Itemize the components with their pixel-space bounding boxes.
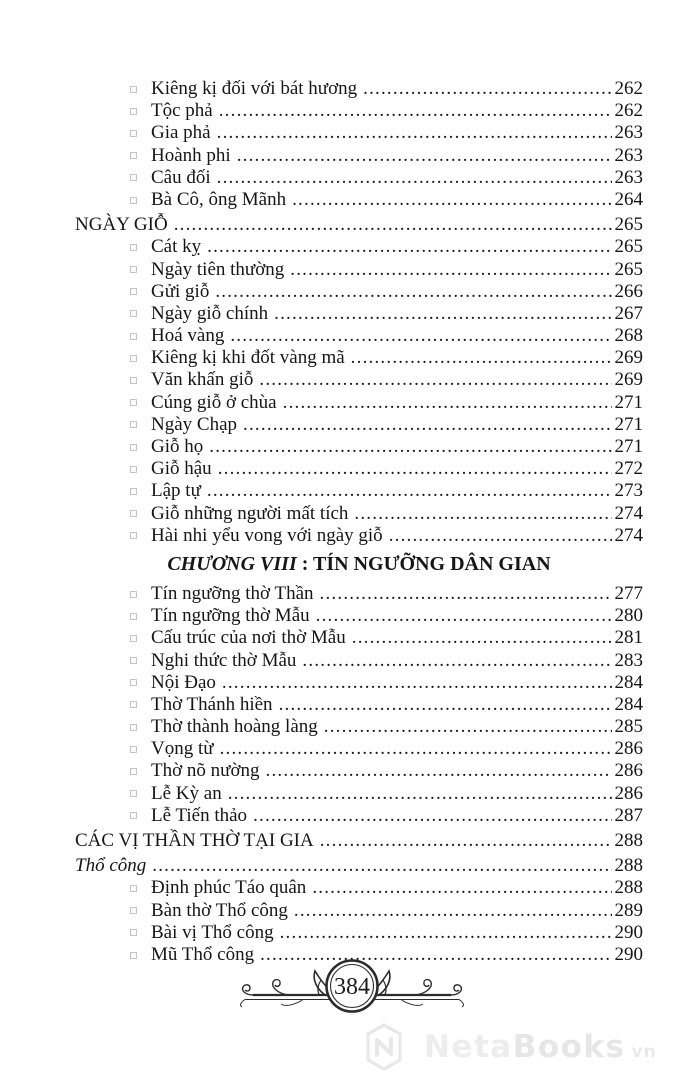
toc-entry-page: 266 [614, 280, 643, 302]
bullet-square-icon [130, 444, 137, 451]
chapter-number: CHƯƠNG VIII [167, 552, 297, 575]
toc-entry-label: Cấu trúc của nơi thờ Mẫu [151, 627, 346, 649]
toc-row [75, 583, 643, 605]
toc-row [75, 214, 643, 236]
toc-entry-page: 277 [614, 582, 643, 604]
toc-row [75, 100, 643, 122]
toc-entry-label: Vọng từ [151, 738, 214, 760]
toc-entry-label: Định phúc Táo quân [151, 877, 307, 899]
toc-leader-dots [217, 167, 612, 189]
toc-entry-page: 286 [614, 738, 643, 760]
toc-row [75, 480, 643, 502]
toc-entry-page: 274 [614, 502, 643, 524]
toc-leader-dots [351, 347, 612, 369]
toc-row [75, 436, 643, 458]
bullet-square-icon [130, 130, 137, 137]
toc-entry-label: Gửi giỗ [151, 280, 210, 302]
bullet-square-icon [130, 399, 137, 406]
toc-leader-dots [363, 78, 611, 100]
toc-entry-label: Lập tự [151, 480, 201, 502]
toc-row [75, 830, 643, 852]
bullet-square-icon [130, 635, 137, 642]
toc-entry-page: 284 [614, 693, 643, 715]
toc-leader-dots [352, 627, 612, 649]
toc-leader-dots [253, 805, 611, 827]
bullet-square-icon [130, 952, 137, 959]
toc-entry-page: 265 [614, 236, 643, 258]
bullet-square-icon [130, 333, 137, 340]
bullet-square-icon [130, 310, 137, 317]
toc-entry-page: 267 [614, 302, 643, 324]
toc-row [75, 716, 643, 738]
toc-entry-label: Nghi thức thờ Mẫu [151, 649, 297, 671]
toc-entry-page: 273 [614, 480, 643, 502]
bullet-square-icon [130, 174, 137, 181]
toc-entry-label: Hoá vàng [151, 325, 225, 347]
toc-row [75, 122, 643, 144]
toc-row [75, 392, 643, 414]
toc-leader-dots [292, 189, 611, 211]
toc-leader-dots [283, 392, 612, 414]
chapter-heading [75, 551, 643, 577]
toc-entry-page: 288 [614, 877, 643, 899]
table-of-contents [75, 78, 643, 966]
toc-row [75, 259, 643, 281]
toc-entry-page: 262 [614, 78, 643, 99]
bullet-square-icon [130, 355, 137, 362]
toc-entry-page: 287 [614, 804, 643, 826]
toc-entry-label: Kiêng kị đối với bát hương [151, 78, 358, 99]
toc-entry-label: Ngày giỗ chính [151, 302, 269, 324]
toc-entry-page: 283 [614, 649, 643, 671]
toc-entry-page: 263 [614, 122, 643, 144]
toc-leader-dots [294, 900, 612, 922]
toc-entry-page: 272 [614, 458, 643, 480]
bullet-square-icon [130, 701, 137, 708]
bullet-square-icon [130, 152, 137, 159]
toc-row [75, 627, 643, 649]
toc-leader-dots [290, 259, 611, 281]
toc-entry-label: Hoành phi [151, 144, 231, 166]
toc-entry-page: 269 [614, 369, 643, 391]
toc-entry-label: Văn khấn giỗ [151, 369, 254, 391]
toc-entry-label: Thổ công [75, 855, 147, 877]
bullet-square-icon [130, 812, 137, 819]
toc-entry-label: Ngày Chạp [151, 413, 238, 435]
bullet-square-icon [130, 466, 137, 473]
bullet-square-icon [130, 790, 137, 797]
toc-row [75, 672, 643, 694]
toc-row [75, 78, 643, 100]
netabooks-watermark [364, 1022, 657, 1072]
page-number-ornament [237, 956, 467, 1020]
bullet-square-icon [130, 746, 137, 753]
toc-row [75, 189, 643, 211]
toc-leader-dots [218, 458, 612, 480]
toc-entry-page: 264 [614, 188, 643, 210]
toc-leader-dots [152, 855, 611, 877]
toc-row [75, 855, 643, 877]
toc-row [75, 167, 643, 189]
toc-entry-label: Giỗ hậu [151, 458, 212, 480]
toc-leader-dots [266, 760, 612, 782]
toc-leader-dots [320, 583, 612, 605]
toc-leader-dots [302, 650, 611, 672]
toc-entry-label: Giỗ những người mất tích [151, 502, 349, 524]
toc-row [75, 458, 643, 480]
bullet-square-icon [130, 679, 137, 686]
toc-leader-dots [389, 525, 612, 547]
toc-entry-page: 286 [614, 760, 643, 782]
toc-leader-dots [215, 281, 611, 303]
toc-entry-label: Bài vị Thổ công [151, 921, 274, 943]
toc-row [75, 281, 643, 303]
toc-entry-page: 288 [614, 855, 643, 877]
toc-entry-page: 290 [614, 943, 643, 965]
toc-entry-label: Bà Cô, ông Mãnh [151, 188, 287, 210]
toc-entry-page: 263 [614, 166, 643, 188]
chapter-title: : TÍN NGƯỠNG DÂN GIAN [296, 552, 551, 575]
toc-row [75, 760, 643, 782]
watermark-wordmark [424, 1029, 657, 1065]
toc-row [75, 900, 643, 922]
toc-row [75, 414, 643, 436]
toc-leader-dots [237, 145, 612, 167]
toc-row [75, 369, 643, 391]
toc-entry-label: Giỗ họ [151, 436, 204, 457]
netabooks-logo-icon [364, 1022, 404, 1072]
toc-row [75, 922, 643, 944]
bullet-square-icon [130, 266, 137, 273]
bullet-square-icon [130, 377, 137, 384]
bullet-square-icon [130, 488, 137, 495]
watermark-brand-books: Books [512, 1029, 626, 1065]
toc-entry-label: Thờ thành hoàng làng [151, 716, 318, 738]
toc-entry-page: 268 [614, 325, 643, 347]
toc-entry-label: Kiêng kị khi đốt vàng mã [151, 347, 345, 369]
toc-entry-page: 262 [614, 100, 643, 122]
toc-row [75, 503, 643, 525]
toc-entry-label: CÁC VỊ THẦN THỜ TẠI GIA [75, 830, 314, 851]
bullet-square-icon [130, 591, 137, 598]
toc-leader-dots [217, 122, 612, 144]
toc-entry-label: Cát kỵ [151, 236, 202, 258]
toc-leader-dots [174, 214, 612, 236]
toc-leader-dots [312, 877, 611, 899]
toc-row [75, 145, 643, 167]
toc-entry-page: 271 [614, 436, 643, 457]
toc-leader-dots [316, 605, 612, 627]
toc-leader-dots [259, 369, 611, 391]
toc-row [75, 783, 643, 805]
toc-row [75, 325, 643, 347]
page-number: 384 [334, 974, 370, 1000]
bullet-square-icon [130, 510, 137, 517]
bullet-square-icon [130, 885, 137, 892]
toc-entry-page: 280 [614, 605, 643, 627]
bullet-square-icon [130, 724, 137, 731]
toc-leader-dots [354, 503, 611, 525]
toc-leader-dots [280, 922, 612, 944]
toc-entry-label: Mũ Thổ công [151, 943, 255, 965]
toc-entry-label: Hài nhi yểu vong với ngày giỗ [151, 524, 383, 546]
toc-entry-page: 284 [614, 671, 643, 693]
toc-row [75, 605, 643, 627]
bullet-square-icon [130, 613, 137, 620]
toc-entry-label: Tín ngưỡng thờ Thần [151, 582, 314, 604]
toc-entry-page: 285 [614, 716, 643, 738]
toc-leader-dots [243, 414, 611, 436]
toc-leader-dots [230, 325, 611, 347]
toc-entry-label: Nội Đạo [151, 671, 216, 693]
toc-entry-page: 271 [614, 391, 643, 413]
toc-row [75, 236, 643, 258]
bullet-square-icon [130, 197, 137, 204]
bullet-square-icon [130, 421, 137, 428]
toc-entry-page: 290 [614, 921, 643, 943]
toc-entry-page: 265 [614, 258, 643, 280]
toc-entry-label: Thờ Thánh hiền [151, 693, 273, 715]
toc-leader-dots [222, 672, 612, 694]
bullet-square-icon [130, 907, 137, 914]
bullet-square-icon [130, 657, 137, 664]
bullet-square-icon [130, 532, 137, 539]
toc-entry-page: 271 [614, 413, 643, 435]
watermark-brand-tld: vn [631, 1042, 657, 1062]
bullet-square-icon [130, 929, 137, 936]
toc-leader-dots [228, 783, 612, 805]
toc-entry-label: Thờ nõ nường [151, 760, 260, 782]
toc-entry-page: 274 [614, 524, 643, 546]
bullet-square-icon [130, 288, 137, 295]
toc-leader-dots [320, 830, 612, 852]
toc-entry-page: 286 [614, 782, 643, 804]
toc-entry-label: Tộc phả [151, 100, 213, 122]
toc-entry-label: Cúng giỗ ở chùa [151, 391, 277, 413]
toc-entry-label: Câu đối [151, 166, 211, 188]
toc-entry-label: NGÀY GIỖ [75, 214, 168, 236]
toc-leader-dots [220, 738, 612, 760]
toc-leader-dots [274, 303, 611, 325]
toc-row [75, 525, 643, 547]
toc-row [75, 650, 643, 672]
toc-entry-label: Lễ Kỳ an [151, 782, 222, 804]
bullet-square-icon [130, 244, 137, 251]
toc-row [75, 303, 643, 325]
toc-entry-page: 281 [614, 627, 643, 649]
toc-row [75, 694, 643, 716]
toc-entry-page: 265 [614, 214, 643, 236]
toc-entry-label: Ngày tiên thường [151, 258, 285, 280]
toc-leader-dots [279, 694, 612, 716]
bullet-square-icon [130, 108, 137, 115]
toc-leader-dots [207, 236, 611, 258]
toc-row [75, 738, 643, 760]
toc-row [75, 877, 643, 899]
toc-entry-page: 269 [614, 347, 643, 369]
bullet-square-icon [130, 768, 137, 775]
toc-entry-page: 263 [614, 144, 643, 166]
bullet-square-icon [130, 86, 137, 93]
toc-leader-dots [209, 436, 611, 458]
watermark-brand-neta: Neta [424, 1029, 513, 1065]
toc-leader-dots [324, 716, 612, 738]
toc-entry-label: Lễ Tiến thảo [151, 804, 248, 826]
toc-leader-dots [207, 480, 612, 502]
toc-entry-page: 288 [614, 830, 643, 851]
toc-row [75, 347, 643, 369]
toc-entry-label: Bàn thờ Thổ công [151, 899, 288, 921]
toc-leader-dots [219, 100, 612, 122]
toc-entry-label: Gia phả [151, 122, 211, 144]
toc-entry-label: Tín ngưỡng thờ Mẫu [151, 605, 310, 627]
toc-row [75, 805, 643, 827]
toc-entry-page: 289 [614, 899, 643, 921]
